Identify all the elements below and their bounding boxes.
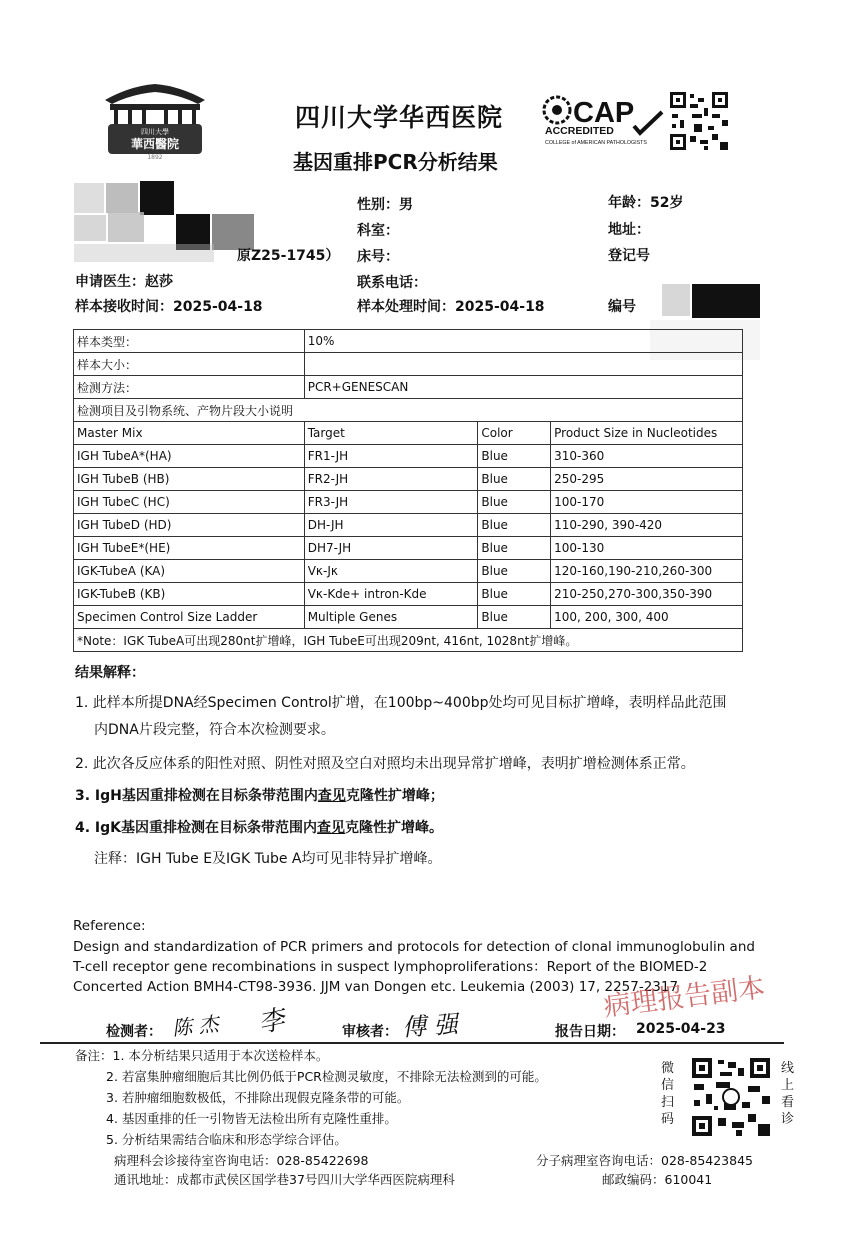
wechat-scan-label: 微 信 扫 码 [661,1061,675,1127]
table-cell: Blue [478,560,551,583]
hospital-logo [100,78,210,160]
result-item-3 [75,783,444,810]
tester-signature-2: 李 [255,1004,288,1040]
result-item-1-cont: 内DNA片段完整，符合本次检测要求。 [94,722,335,738]
table-header: Color [478,422,551,445]
logo-main-text: 華西醫院 [130,137,180,151]
table-row [74,491,743,514]
molecular-phone: 分子病理室咨询电话：028-85423845 [536,1153,753,1168]
reviewer-label: 审核者： [342,1024,398,1040]
table-cell: 250-295 [551,468,743,491]
table-cell: 100-170 [551,491,743,514]
table-cell: 样本类型： [74,330,305,353]
redacted-block [692,284,760,318]
table-cell: Blue [478,445,551,468]
result-item-4-mid: 查见 [317,820,346,836]
result-item-1: 1. 此样本所提DNA经Specimen Control扩增，在100bp~400bp处均可见目标扩增峰，表明样品此范围 [75,695,727,711]
table-cell: 310-360 [551,445,743,468]
sample-table [73,329,743,652]
logo-year: 1892 [147,154,163,160]
table-cell: 10% [304,330,742,353]
result-remark: 注释：IGH Tube E及IGK Tube A均可见非特异扩增峰。 [94,851,442,867]
address: 通讯地址：成都市武侯区国学巷37号四川大学华西医院病理科 [114,1172,455,1187]
online-consult-label: 线 上 看 诊 [781,1061,795,1127]
remark-2: 2. 若富集肿瘤细胞后其比例仍低于PCR检测灵敏度，不排除无法检测到的可能。 [106,1069,547,1084]
redacted-block [74,244,214,262]
reviewer-signature: 傅 强 [401,1010,459,1042]
dept-field: 科室： [357,223,399,239]
table-header: Product Size in Nucleotides [551,422,743,445]
reference-line: Concerted Action BMH4-CT98-3936. JJM van Dongen etc. Leukemia (2003) 17, 2257-2317 [73,979,679,995]
table-cell: IGH TubeB (HB) [74,468,305,491]
remark-1: 备注：1. 本分析结果只适用于本次送检样本。 [75,1048,329,1063]
results-title: 结果解释： [75,665,145,681]
table-cell: IGH TubeD (HD) [74,514,305,537]
table-cell: Blue [478,606,551,629]
age-field: 年龄：52岁 [608,195,684,211]
result-item-4-pre: 4. IgK基因重排检测在目标条带范围内 [75,820,318,836]
table-cell: 120-160,190-210,260-300 [551,560,743,583]
tester-label: 检测者： [106,1024,162,1040]
table-cell: Specimen Control Size Ladder [74,606,305,629]
table-cell: PCR+GENESCAN [304,376,742,399]
table-header-row [74,422,743,445]
table-cell [304,353,742,376]
remark-4: 4. 基因重排的任一引物皆无法检出所有克隆性重排。 [106,1111,397,1126]
redacted-block [662,284,690,316]
gender-field: 性别：男 [357,197,413,213]
cap-text: CAP [573,97,635,129]
processed-field: 样本处理时间：2025-04-18 [357,299,545,315]
table-row [74,537,743,560]
consult-phone: 病理科会诊接待室咨询电话：028-85422698 [114,1153,369,1168]
hospital-name: 四川大学华西医院 [295,103,504,132]
reference-title: Reference: [73,918,146,934]
table-cell: Blue [478,491,551,514]
doctor-field: 申请医生：赵莎 [75,274,173,290]
table-cell: DH-JH [304,514,478,537]
table-cell: 样本大小： [74,353,305,376]
table-row [74,514,743,537]
redacted-name [74,183,104,213]
result-item-2: 2. 此次各反应体系的阳性对照、阴性对照及空白对照均未出现异常扩增峰，表明扩增检测体系正常。 [75,756,695,772]
table-cell: 检测方法： [74,376,305,399]
table-cell: DH7-JH [304,537,478,560]
table-cell: Vκ-Kde+ intron-Kde [304,583,478,606]
result-item-3-pre: 3. IgH基因重排检测在目标条带范围内 [75,788,318,804]
table-row [74,330,743,353]
result-item-3-post: 克隆性扩增峰； [345,788,444,804]
table-cell: 110-290, 390-420 [551,514,743,537]
table-cell: Vκ-Jκ [304,560,478,583]
date-label: 报告日期： [555,1024,625,1040]
table-cell: FR3-JH [304,491,478,514]
sample-no: 原Z25-1745） [237,248,340,264]
table-row [74,445,743,468]
number-field: 编号 [608,299,636,315]
table-cell: Blue [478,583,551,606]
redacted-block [74,215,106,241]
reference-line: Design and standardization of PCR primers and protocols for detection of clonal immunoglobulin and [73,939,755,955]
remark-3: 3. 若肿瘤细胞数极低，不排除出现假克隆条带的可能。 [106,1090,410,1105]
table-row [74,468,743,491]
table-row [74,353,743,376]
table-cell: 100, 200, 300, 400 [551,606,743,629]
tester-signature: 陈 杰 [171,1011,220,1041]
table-cell: IGK-TubeA (KA) [74,560,305,583]
table-cell: Blue [478,468,551,491]
table-cell: Blue [478,537,551,560]
qr-code[interactable] [668,90,730,152]
cap-college: COLLEGE of AMERICAN PATHOLOGISTS [545,140,647,146]
redacted-block [106,183,138,213]
reference-line: T-cell receptor gene recombinations in suspect lymphoproliferations：Report of the BIOMED-2 [73,959,708,975]
copy-stamp: 病理报告副本 [602,972,767,1023]
table-row [74,376,743,399]
bed-field: 床号： [357,249,399,265]
table-row [74,606,743,629]
table-note: *Note：IGK TubeA可出现280nt扩增峰，IGH TubeE可出现209nt, 416nt, 1028nt扩增峰。 [74,629,743,652]
postcode: 邮政编码：610041 [602,1172,713,1187]
phone-field: 联系电话： [357,275,427,291]
table-row [74,629,743,652]
redacted-block [140,181,174,215]
table-cell: 检测项目及引物系统、产物片段大小说明 [74,399,743,422]
table-header: Target [304,422,478,445]
table-cell: IGH TubeC (HC) [74,491,305,514]
cap-logo [542,92,667,158]
wechat-qr-code[interactable] [690,1056,772,1138]
table-header: Master Mix [74,422,305,445]
logo-top-text: 四川大學 [141,128,169,136]
table-cell: IGH TubeA*(HA) [74,445,305,468]
table-cell: Multiple Genes [304,606,478,629]
table-cell: 210-250,270-300,350-390 [551,583,743,606]
report-title: 基因重排PCR分析结果 [293,150,498,174]
table-row [74,399,743,422]
table-cell: Blue [478,514,551,537]
table-row [74,560,743,583]
result-item-4-post: 克隆性扩增峰。 [345,820,444,836]
cap-accredited: ACCREDITED [545,125,614,137]
table-cell: FR1-JH [304,445,478,468]
result-item-3-mid: 查见 [317,788,346,804]
redacted-block [108,212,144,242]
reg-field: 登记号 [608,248,650,264]
table-cell: FR2-JH [304,468,478,491]
table-cell: IGH TubeE*(HE) [74,537,305,560]
received-field: 样本接收时间：2025-04-18 [75,299,263,315]
table-row [74,583,743,606]
table-cell: IGK-TubeB (KB) [74,583,305,606]
table-cell: 100-130 [551,537,743,560]
remark-5: 5. 分析结果需结合临床和形态学综合评估。 [106,1132,347,1147]
date-value: 2025-04-23 [636,1021,726,1037]
result-item-4 [75,815,443,842]
divider [40,1042,784,1044]
address-field: 地址： [608,222,650,238]
